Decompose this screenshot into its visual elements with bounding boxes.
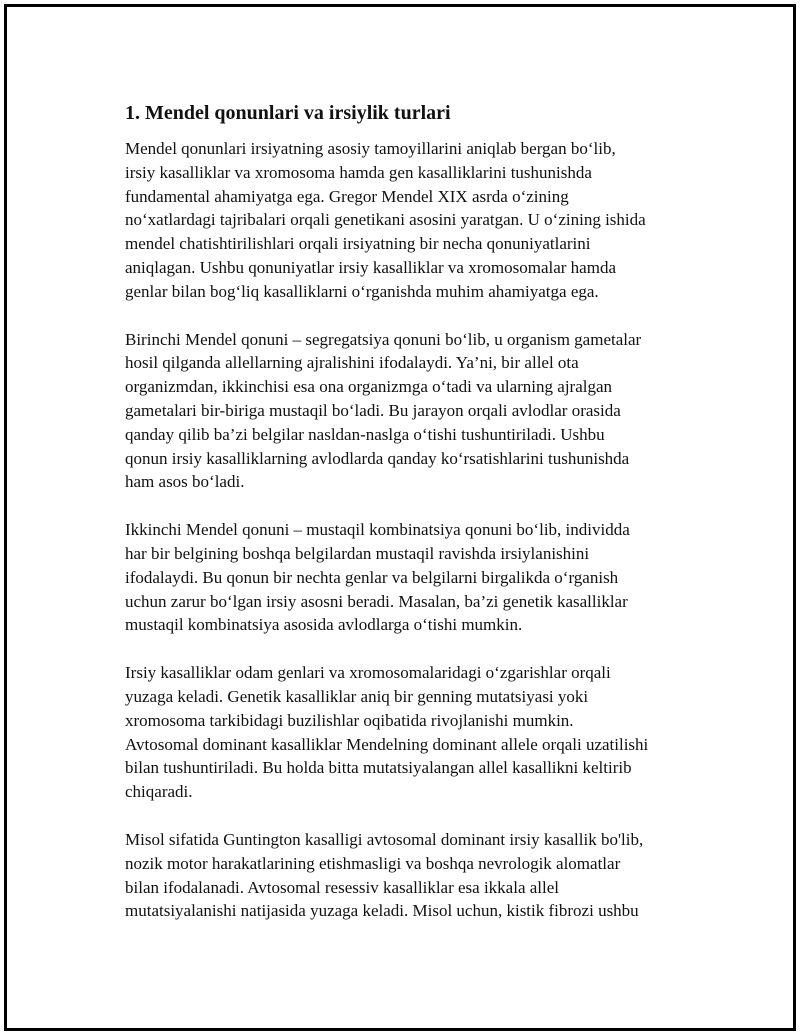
paragraph-mendel-intro [125, 137, 705, 304]
text-line: yuzaga keladi. Genetik kasalliklar aniq bir genning mutatsiyasi yoki [125, 686, 589, 706]
text-line: mustaqil kombinatsiya asosida avlodlarga o‘tishi mumkin. [125, 615, 523, 635]
text-line: bilan tushuntiriladi. Bu holda bitta mutatsiyalangan allel kasallikni keltirib [125, 758, 632, 778]
text-line: Mendel qonunlari irsiyatning asosiy tamoyillarini aniqlab bergan bo‘lib, [125, 139, 616, 158]
text-line: nozik motor harakatlarining etishmasligi va boshqa nevrologik alomatlar [125, 853, 621, 873]
text-line: Misol sifatida Guntington kasalligi avtosomal dominant irsiy kasallik bo'lib, [125, 829, 644, 849]
text-line: Birinchi Mendel qonuni – segregatsiya qonuni bo‘lib, u organism gametalar [125, 329, 642, 349]
text-line: Ikkinchi Mendel qonuni – mustaqil kombinatsiya qonuni bo‘lib, individda [125, 520, 630, 540]
text-line: xromosoma tarkibidagi buzilishlar oqibatida rivojlanishi mumkin. [125, 710, 574, 730]
text-line: hosil qilganda allellarning ajralishini ifodalaydi. Ya’ni, bir allel ota [125, 353, 579, 373]
text-line: gametalari bir-biriga mustaqil bo‘ladi. Bu jarayon orqali avlodlar orasida [125, 400, 621, 420]
text-line: irsiy kasalliklar va xromosoma hamda gen kasalliklarini tushunishda [125, 162, 592, 182]
section-heading: 1. Mendel qonunlari va irsiylik turlari [125, 102, 451, 124]
page-frame [4, 4, 796, 1031]
text-line: Irsiy kasalliklar odam genlari va xromosomalaridagi o‘zgarishlar orqali [125, 663, 611, 683]
text-line: qonun irsiy kasalliklarning avlodlarda qanday ko‘rsatishlarini tushunishda [125, 448, 630, 468]
paragraph-second-law [125, 518, 705, 637]
paragraph-first-law [125, 328, 705, 495]
text-line: mendel chatishtirilishlari orqali irsiyatning bir necha qonuniyatlarini [125, 234, 591, 254]
text-line: aniqlagan. Ushbu qonuniyatlar irsiy kasalliklar va xromosomalar hamda [125, 257, 616, 277]
text-line: no‘xatlardagi tajribalari orqali genetikani asosini yaratgan. U o‘zining ishida [125, 210, 646, 230]
text-line: har bir belgining boshqa belgilardan mustaqil ravishda irsiylanishini [125, 543, 590, 563]
text-line: fundamental ahamiyatga ega. Gregor Mendel XIX asrda o‘zining [125, 186, 569, 206]
text-line: ifodalaydi. Bu qonun bir nechta genlar va belgilarni birgalikda o‘rganish [125, 567, 619, 587]
text-line: genlar bilan bog‘liq kasalliklarni o‘rganishda muhim ahamiyatga ega. [125, 281, 599, 301]
text-line: ham asos bo‘ladi. [125, 472, 245, 492]
text-line: organizmdan, ikkinchisi esa ona organizmga o‘tadi va ularning ajralgan [125, 377, 613, 397]
text-line: Avtosomal dominant kasalliklar Mendelning dominant allele orqali uzatilishi [125, 734, 649, 754]
text-line: mutatsiyalanishi natijasida yuzaga keladi. Misol uchun, kistik fibrozi ushbu [125, 901, 639, 921]
text-line: chiqaradi. [125, 782, 193, 802]
text-line: uchun zarur bo‘lgan irsiy asosni beradi. Masalan, ba’zi genetik kasalliklar [125, 591, 628, 611]
text-line: qanday qilib ba’zi belgilar nasldan-naslga o‘tishi tushuntiriladi. Ushbu [125, 424, 605, 444]
paragraph-examples [125, 828, 705, 923]
text-line: bilan ifodalanadi. Avtosomal resessiv kasalliklar esa ikkala allel [125, 877, 559, 897]
document-body [125, 99, 705, 947]
paragraph-hereditary-diseases [125, 661, 705, 804]
